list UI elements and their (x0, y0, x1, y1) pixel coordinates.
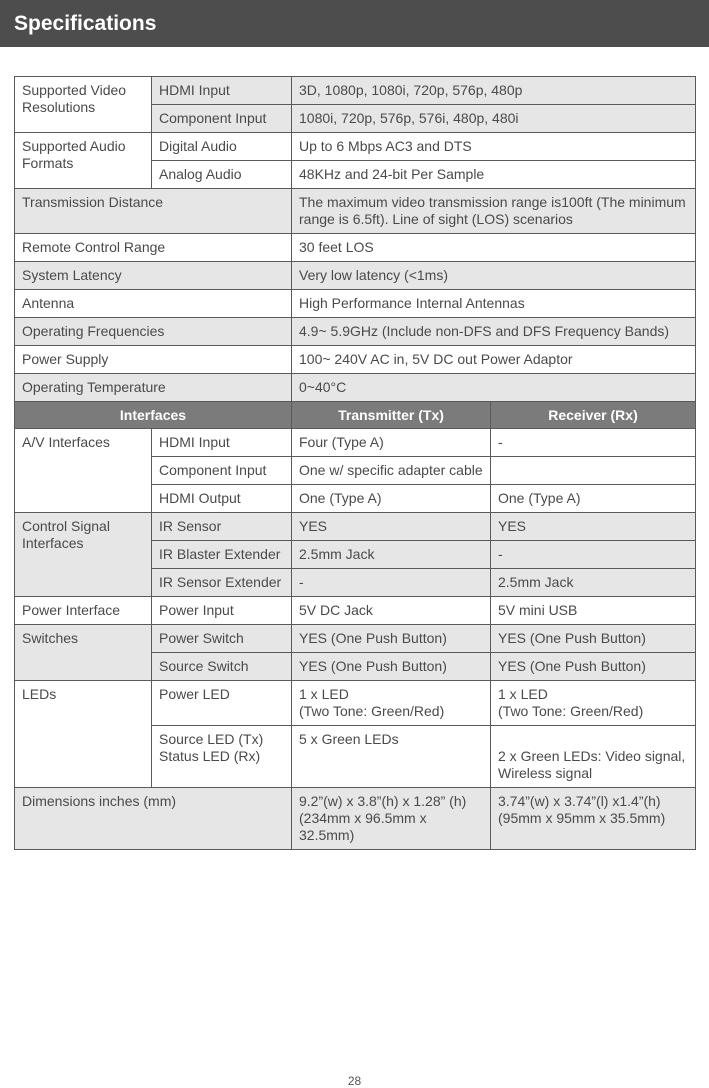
interface-name: Power LED (152, 681, 292, 726)
spec-label: Antenna (15, 290, 292, 318)
table-row (15, 513, 696, 541)
dimensions-tx: 9.2”(w) x 3.8”(h) x 1.28” (h) (234mm x 96.5mm x 32.5mm) (292, 788, 491, 850)
spec-value: 0~40°C (292, 374, 696, 402)
interface-name: Power Input (152, 597, 292, 625)
spec-sublabel: Analog Audio (152, 161, 292, 189)
interface-rx: One (Type A) (491, 485, 696, 513)
interface-rx: - (491, 429, 696, 457)
table-row (15, 429, 696, 457)
table-row (15, 262, 696, 290)
dimensions-rx: 3.74”(w) x 3.74”(l) x1.4”(h) (95mm x 95mm x 35.5mm) (491, 788, 696, 850)
spec-label: Remote Control Range (15, 234, 292, 262)
interface-tx: YES (One Push Button) (292, 653, 491, 681)
spec-label: Power Supply (15, 346, 292, 374)
spec-label: Transmission Distance (15, 189, 292, 234)
spec-value: 100~ 240V AC in, 5V DC out Power Adaptor (292, 346, 696, 374)
table-row (15, 77, 696, 105)
interface-tx: Four (Type A) (292, 429, 491, 457)
spec-value: Very low latency (<1ms) (292, 262, 696, 290)
spec-label: Operating Frequencies (15, 318, 292, 346)
interface-rx: YES (One Push Button) (491, 625, 696, 653)
interface-rx (491, 457, 696, 485)
interface-rx: 2.5mm Jack (491, 569, 696, 597)
interface-name: IR Blaster Extender (152, 541, 292, 569)
interface-tx: YES (292, 513, 491, 541)
interface-name: HDMI Output (152, 485, 292, 513)
table-row (15, 234, 696, 262)
table-row (15, 318, 696, 346)
spec-value: 4.9~ 5.9GHz (Include non-DFS and DFS Frequency Bands) (292, 318, 696, 346)
interface-tx: 1 x LED (Two Tone: Green/Red) (292, 681, 491, 726)
interface-group-power: Power Interface (15, 597, 152, 625)
interface-tx: 2.5mm Jack (292, 541, 491, 569)
interface-name: Source Switch (152, 653, 292, 681)
interface-group-leds: LEDs (15, 681, 152, 788)
interface-rx: 2 x Green LEDs: Video signal, Wireless signal (491, 726, 696, 788)
interface-tx: - (292, 569, 491, 597)
interface-tx: 5V DC Jack (292, 597, 491, 625)
table-row (15, 189, 696, 234)
table-row (15, 374, 696, 402)
interface-group-switches: Switches (15, 625, 152, 681)
table-row (15, 290, 696, 318)
interface-group-control: Control Signal Interfaces (15, 513, 152, 597)
table-row (15, 788, 696, 850)
spec-label: System Latency (15, 262, 292, 290)
spec-sublabel: HDMI Input (152, 77, 292, 105)
spec-label: Operating Temperature (15, 374, 292, 402)
page-number: 28 (347, 1074, 362, 1088)
spec-value: 30 feet LOS (292, 234, 696, 262)
spec-label-video: Supported Video Resolutions (15, 77, 152, 133)
interface-name: Source LED (Tx) Status LED (Rx) (152, 726, 292, 788)
spec-value: 1080i, 720p, 576p, 576i, 480p, 480i (292, 105, 696, 133)
column-header-receiver: Receiver (Rx) (491, 402, 696, 429)
spec-value: 3D, 1080p, 1080i, 720p, 576p, 480p (292, 77, 696, 105)
table-row (15, 625, 696, 653)
spec-value: 48KHz and 24-bit Per Sample (292, 161, 696, 189)
interface-name: Power Switch (152, 625, 292, 653)
table-header-row (15, 402, 696, 429)
interface-rx: - (491, 541, 696, 569)
spec-value: High Performance Internal Antennas (292, 290, 696, 318)
specifications-table (14, 76, 696, 850)
table-row (15, 681, 696, 726)
column-header-transmitter: Transmitter (Tx) (292, 402, 491, 429)
interface-tx: One w/ specific adapter cable (292, 457, 491, 485)
interface-name: IR Sensor Extender (152, 569, 292, 597)
interface-rx: 5V mini USB (491, 597, 696, 625)
interface-name: IR Sensor (152, 513, 292, 541)
interface-rx: 1 x LED (Two Tone: Green/Red) (491, 681, 696, 726)
spec-value: The maximum video transmission range is100ft (The minimum range is 6.5ft). Line of sight (LOS) scenarios (292, 189, 696, 234)
table-row (15, 597, 696, 625)
spec-sublabel: Digital Audio (152, 133, 292, 161)
interface-name: HDMI Input (152, 429, 292, 457)
spec-sublabel: Component Input (152, 105, 292, 133)
interface-tx: YES (One Push Button) (292, 625, 491, 653)
interface-rx: YES (One Push Button) (491, 653, 696, 681)
dimensions-label: Dimensions inches (mm) (15, 788, 292, 850)
page-title: Specifications (0, 0, 709, 47)
spec-value: Up to 6 Mbps AC3 and DTS (292, 133, 696, 161)
interface-tx: 5 x Green LEDs (292, 726, 491, 788)
spec-label-audio: Supported Audio Formats (15, 133, 152, 189)
table-row (15, 346, 696, 374)
interface-rx: YES (491, 513, 696, 541)
interface-name: Component Input (152, 457, 292, 485)
table-row (15, 133, 696, 161)
column-header-interfaces: Interfaces (15, 402, 292, 429)
interface-group-av: A/V Interfaces (15, 429, 152, 513)
interface-tx: One (Type A) (292, 485, 491, 513)
